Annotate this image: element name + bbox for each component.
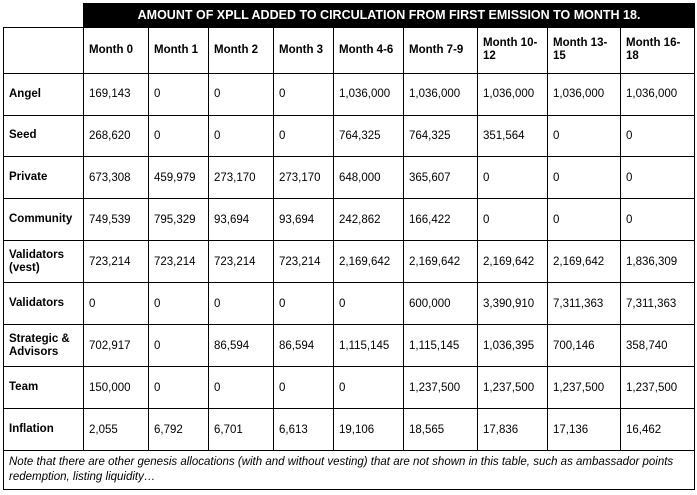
table-cell: 17,136 xyxy=(548,409,621,451)
table-cell: 2,169,642 xyxy=(404,241,478,283)
table-cell: 648,000 xyxy=(334,157,404,199)
table-cell: 1,036,000 xyxy=(404,73,478,115)
table-cell: 7,311,363 xyxy=(621,283,695,325)
table-cell: 795,329 xyxy=(149,199,209,241)
table-cell: 93,694 xyxy=(274,199,334,241)
table-cell: 169,143 xyxy=(84,73,149,115)
table-cell: 0 xyxy=(274,367,334,409)
table-cell: 2,169,642 xyxy=(334,241,404,283)
table-cell: 0 xyxy=(548,115,621,157)
table-cell: 459,979 xyxy=(149,157,209,199)
table-cell: 1,115,145 xyxy=(404,325,478,367)
table-cell: 1,836,309 xyxy=(621,241,695,283)
table-row xyxy=(4,199,695,241)
row-label: Validators (vest) xyxy=(4,241,84,283)
row-label: Inflation xyxy=(4,409,84,451)
header-row xyxy=(4,27,695,73)
table-cell: 0 xyxy=(334,283,404,325)
table-cell: 1,036,000 xyxy=(621,73,695,115)
table-cell: 723,214 xyxy=(84,241,149,283)
table-cell: 273,170 xyxy=(274,157,334,199)
table-cell: 1,237,500 xyxy=(621,367,695,409)
table-row xyxy=(4,73,695,115)
table-row xyxy=(4,241,695,283)
column-header: Month 3 xyxy=(274,27,334,73)
table-cell: 0 xyxy=(274,115,334,157)
table-row xyxy=(4,115,695,157)
table-cell: 166,422 xyxy=(404,199,478,241)
row-label: Angel xyxy=(4,73,84,115)
column-header: Month 4-6 xyxy=(334,27,404,73)
table-cell: 0 xyxy=(209,367,274,409)
column-header: Month 13-15 xyxy=(548,27,621,73)
row-label: Strategic & Advisors xyxy=(4,325,84,367)
table-cell: 6,792 xyxy=(149,409,209,451)
table-cell: 723,214 xyxy=(209,241,274,283)
table-cell: 0 xyxy=(621,115,695,157)
table-cell: 0 xyxy=(149,283,209,325)
table-cell: 673,308 xyxy=(84,157,149,199)
table-cell: 764,325 xyxy=(334,115,404,157)
table-cell: 0 xyxy=(478,157,548,199)
table-cell: 17,836 xyxy=(478,409,548,451)
table-cell: 18,565 xyxy=(404,409,478,451)
table-cell: 700,146 xyxy=(548,325,621,367)
table-cell: 0 xyxy=(149,115,209,157)
table-cell: 1,036,395 xyxy=(478,325,548,367)
table-cell: 0 xyxy=(548,157,621,199)
table-title: AMOUNT OF XPLL ADDED TO CIRCULATION FROM FIRST EMISSION TO MONTH 18. xyxy=(84,4,695,28)
table-cell: 1,036,000 xyxy=(478,73,548,115)
table-cell: 242,862 xyxy=(334,199,404,241)
table-cell: 1,036,000 xyxy=(334,73,404,115)
row-label: Community xyxy=(4,199,84,241)
table-cell: 0 xyxy=(621,157,695,199)
table-cell: 0 xyxy=(84,283,149,325)
column-header: Month 2 xyxy=(209,27,274,73)
table-cell: 0 xyxy=(149,73,209,115)
row-label: Private xyxy=(4,157,84,199)
table-cell: 93,694 xyxy=(209,199,274,241)
table-cell: 358,740 xyxy=(621,325,695,367)
table-cell: 0 xyxy=(149,367,209,409)
table-cell: 351,564 xyxy=(478,115,548,157)
column-header: Month 0 xyxy=(84,27,149,73)
table-cell: 0 xyxy=(334,367,404,409)
row-label: Team xyxy=(4,367,84,409)
table-cell: 268,620 xyxy=(84,115,149,157)
table-cell: 1,237,500 xyxy=(404,367,478,409)
table-cell: 702,917 xyxy=(84,325,149,367)
table-cell: 150,000 xyxy=(84,367,149,409)
table-cell: 1,237,500 xyxy=(478,367,548,409)
table-cell: 1,036,000 xyxy=(548,73,621,115)
table-cell: 7,311,363 xyxy=(548,283,621,325)
table-row xyxy=(4,367,695,409)
table-cell: 0 xyxy=(274,283,334,325)
table-cell: 86,594 xyxy=(274,325,334,367)
table-cell: 19,106 xyxy=(334,409,404,451)
table-cell: 3,390,910 xyxy=(478,283,548,325)
table-cell: 6,613 xyxy=(274,409,334,451)
table-cell: 2,169,642 xyxy=(478,241,548,283)
table-cell: 723,214 xyxy=(274,241,334,283)
table-corner xyxy=(4,4,84,28)
row-label: Seed xyxy=(4,115,84,157)
table-cell: 1,237,500 xyxy=(548,367,621,409)
table-cell: 365,607 xyxy=(404,157,478,199)
table-cell: 86,594 xyxy=(209,325,274,367)
document-page xyxy=(3,3,694,490)
table-cell: 1,115,145 xyxy=(334,325,404,367)
table-cell: 723,214 xyxy=(149,241,209,283)
table-row xyxy=(4,157,695,199)
table-cell: 2,169,642 xyxy=(548,241,621,283)
circulation-table xyxy=(3,3,695,490)
table-row xyxy=(4,283,695,325)
table-cell: 0 xyxy=(149,325,209,367)
table-cell: 273,170 xyxy=(209,157,274,199)
column-header: Month 10-12 xyxy=(478,27,548,73)
table-cell: 0 xyxy=(478,199,548,241)
header-corner-cell xyxy=(4,27,84,73)
column-header: Month 7-9 xyxy=(404,27,478,73)
table-cell: 0 xyxy=(209,283,274,325)
table-cell: 764,325 xyxy=(404,115,478,157)
row-label: Validators xyxy=(4,283,84,325)
table-cell: 2,055 xyxy=(84,409,149,451)
table-row xyxy=(4,409,695,451)
column-header: Month 1 xyxy=(149,27,209,73)
column-header: Month 16-18 xyxy=(621,27,695,73)
table-cell: 0 xyxy=(209,73,274,115)
table-cell: 0 xyxy=(274,73,334,115)
table-cell: 0 xyxy=(621,199,695,241)
table-cell: 16,462 xyxy=(621,409,695,451)
table-footnote: Note that there are other genesis allocations (with and without vesting) that are not shown in this table, such as ambassador points redemption, listing liquidity… xyxy=(4,451,695,490)
table-cell: 0 xyxy=(209,115,274,157)
table-row xyxy=(4,325,695,367)
table-cell: 600,000 xyxy=(404,283,478,325)
table-cell: 0 xyxy=(548,199,621,241)
table-cell: 6,701 xyxy=(209,409,274,451)
table-cell: 749,539 xyxy=(84,199,149,241)
